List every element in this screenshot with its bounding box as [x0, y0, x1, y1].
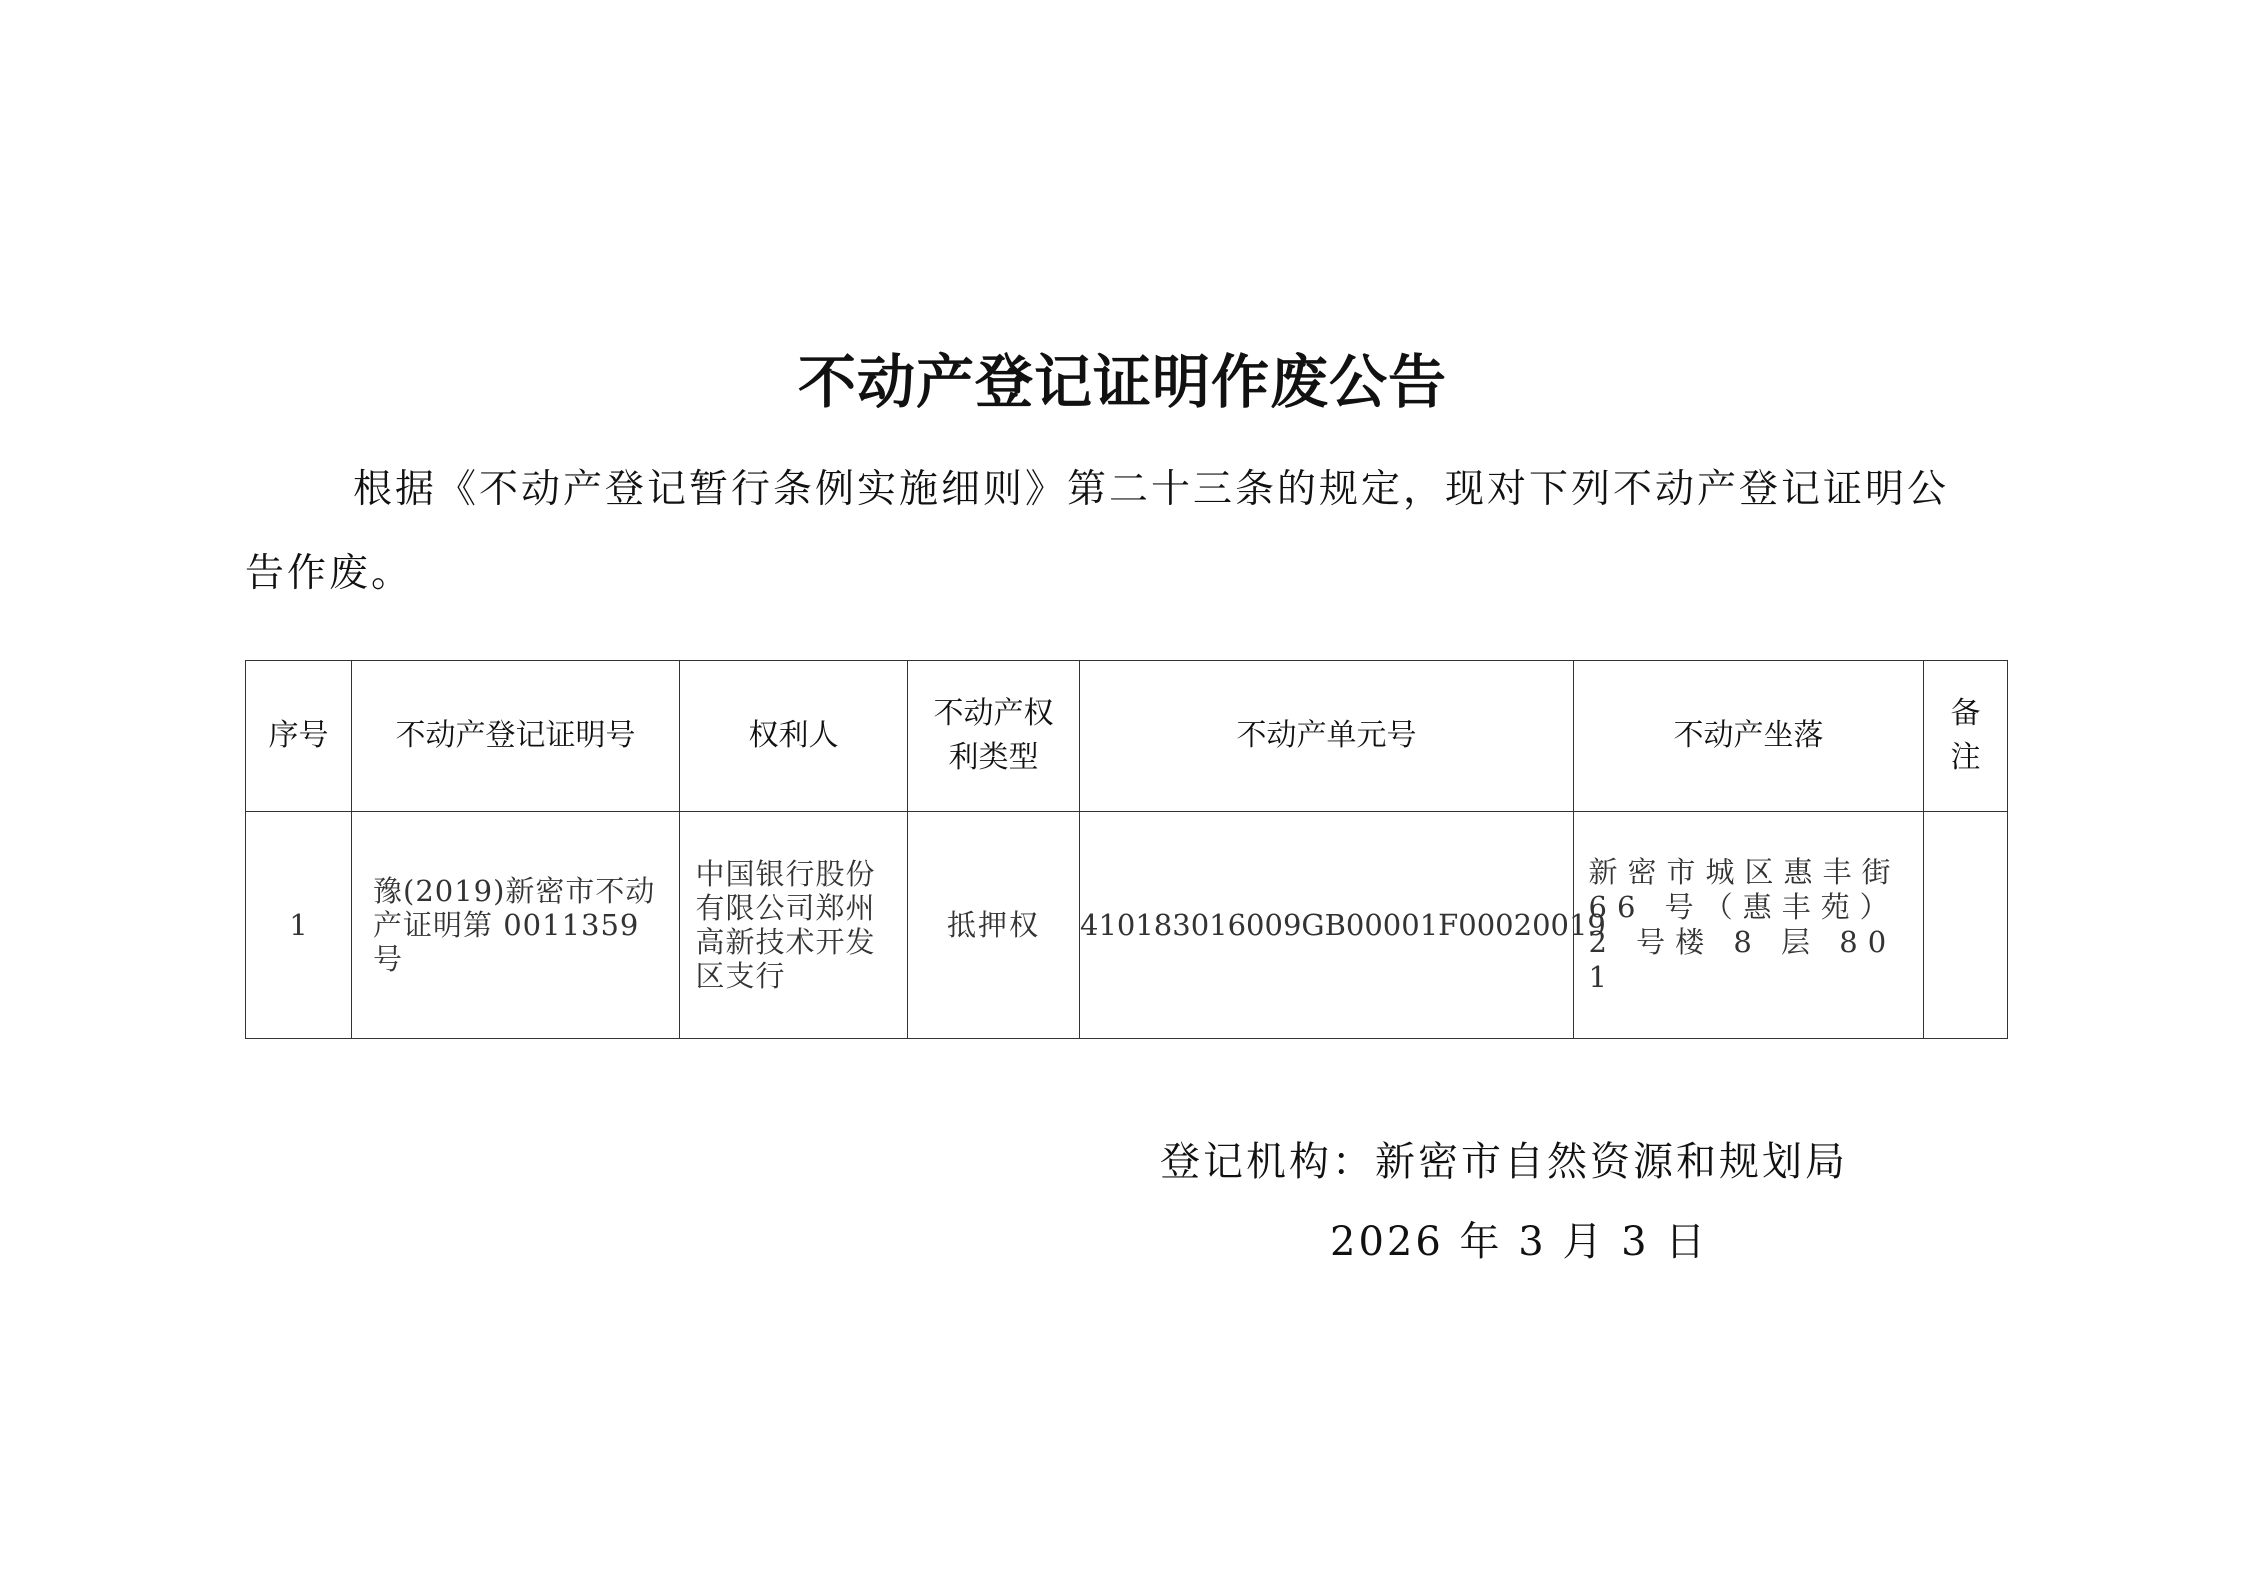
- cell-cert-no: [352, 812, 680, 1039]
- header-unit-no: 不动产单元号: [1080, 661, 1574, 812]
- cell-location-text: 新密市城区惠丰街 66 号（惠丰苑）2 号楼 8 层 801: [1588, 855, 1901, 994]
- cell-right-type: 抵押权: [908, 812, 1080, 1039]
- cell-holder: [680, 812, 908, 1039]
- cell-cert-no-text: 豫(2019)新密市不动产证明第 0011359 号: [373, 874, 656, 976]
- header-right-type-label: 不动产权利类型: [933, 696, 1054, 775]
- header-seq: 序号: [246, 661, 352, 812]
- header-cert-no: 不动产登记证明号: [352, 661, 680, 812]
- cell-holder-text: 中国银行股份有限公司郑州高新技术开发区支行: [695, 857, 876, 993]
- announcement-body: 根据《不动产登记暂行条例实施细则》第二十三条的规定，现对下列不动产登记证明公告作废。: [245, 467, 1950, 596]
- table-row: [246, 812, 2008, 1039]
- header-right-type: [908, 661, 1080, 812]
- cell-location: [1574, 812, 1924, 1039]
- header-holder: 权利人: [680, 661, 908, 812]
- cell-remarks: [1924, 812, 2008, 1039]
- header-location: 不动产坐落: [1574, 661, 1924, 812]
- certificate-table: [245, 660, 2008, 1039]
- cell-unit-no: 410183016009GB00001F00020019: [1080, 812, 1574, 1039]
- cell-seq: 1: [246, 812, 352, 1039]
- announcement-date: 2026 年 3 月 3 日: [1330, 1219, 1709, 1265]
- registration-organization: 登记机构：新密市自然资源和规划局: [1160, 1139, 1848, 1185]
- document-title: 不动产登记证明作废公告: [797, 348, 1447, 416]
- header-remarks: [1924, 661, 2008, 812]
- header-remarks-label: 备注: [1950, 696, 1981, 775]
- table-header-row: [246, 661, 2008, 812]
